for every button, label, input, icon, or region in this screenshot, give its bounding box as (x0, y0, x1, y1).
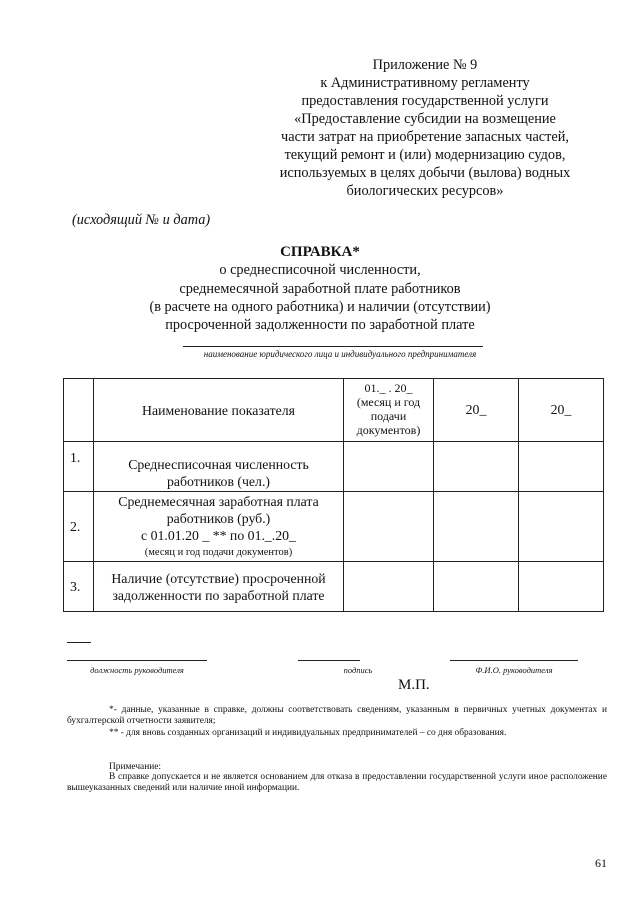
row-text-line: с 01.01.20 _ ** по 01._.20_ (141, 527, 296, 543)
subtitle-line: (в расчете на одного работника) и наличии (отсутствии) (149, 298, 491, 315)
name-line (450, 660, 578, 661)
row-text-line: работников (чел.) (166, 473, 270, 489)
appendix-line: биологических ресурсов» (346, 183, 504, 199)
appendix-header (255, 56, 595, 200)
position-caption: должность руководителя (90, 665, 184, 675)
row-text-note: (месяц и год подачи документов) (144, 546, 293, 558)
row-text-line: Среднемесячная заработная плата (118, 493, 319, 509)
row-indicator-name (94, 492, 344, 562)
row-text-line: задолженности по заработной плате (112, 587, 325, 603)
stamp-place: М.П. (398, 677, 430, 693)
table-row (64, 562, 604, 612)
header-num-cell (64, 379, 94, 442)
table-row (64, 492, 604, 562)
header-year-1: 20_ (434, 379, 519, 442)
row-value-cell[interactable] (434, 492, 519, 562)
appendix-line: части затрат на приобретение запасных частей, (281, 129, 569, 145)
header-period-line: (месяц и год (356, 395, 421, 409)
org-name-caption: наименование юридического лица и индивидуального предпринимателя (203, 349, 477, 359)
row-value-cell[interactable] (519, 562, 604, 612)
certificate-title-block (120, 243, 520, 334)
header-period-line: 01._ . 20_ (364, 381, 413, 395)
row-value-cell[interactable] (434, 442, 519, 492)
header-period-line: документов) (356, 423, 421, 437)
row-number: 2. (64, 492, 94, 562)
page-number: 61 (595, 856, 607, 870)
outgoing-number-date: (исходящий № и дата) (72, 212, 211, 228)
certificate-title: СПРАВКА* (280, 244, 360, 260)
note-text: В справке допускается и не является основанием для отказа в предоставлении государственной услуги иное расположение вышеуказанных сведений или наличие иной информации. (67, 772, 607, 793)
table-header-row (64, 379, 604, 442)
appendix-line: «Предоставление субсидии на возмещение (294, 111, 556, 127)
header-indicator: Наименование показателя (94, 379, 344, 442)
footnote-star-2: ** - для вновь созданных организаций и индивидуальных предпринимателей – со дня образования. (109, 728, 507, 738)
org-name-line (183, 346, 483, 347)
row-value-cell[interactable] (344, 492, 434, 562)
short-line (67, 642, 91, 643)
row-indicator-name (94, 442, 344, 492)
subtitle-line: среднемесячной заработной плате работников (179, 280, 461, 297)
row-text-line: Наличие (отсутствие) просроченной (111, 570, 326, 586)
row-value-cell[interactable] (344, 562, 434, 612)
subtitle-line: просроченной задолженности по заработной плате (165, 317, 475, 334)
header-period-line: подачи (370, 409, 407, 423)
signature-caption: подпись (343, 665, 373, 675)
header-period (344, 379, 434, 442)
row-value-cell[interactable] (519, 492, 604, 562)
table-row (64, 442, 604, 492)
note-label: Примечание: (109, 762, 162, 772)
row-number: 1. (64, 442, 94, 492)
appendix-line: к Административному регламенту (320, 75, 530, 91)
name-caption: Ф.И.О. руководителя (475, 665, 553, 675)
row-value-cell[interactable] (434, 562, 519, 612)
appendix-line: используемых в целях добычи (вылова) водных (279, 165, 571, 181)
row-text-line: Среднесписочная численность (128, 456, 309, 472)
header-year-2: 20_ (519, 379, 604, 442)
subtitle-line: о среднесписочной численности, (219, 262, 421, 279)
row-indicator-name (94, 562, 344, 612)
appendix-line: Приложение № 9 (372, 57, 478, 73)
row-value-cell[interactable] (519, 442, 604, 492)
signature-line (298, 660, 360, 661)
appendix-line: текущий ремонт и (или) модернизацию судов, (284, 147, 566, 163)
appendix-line: предоставления государственной услуги (301, 93, 549, 109)
row-value-cell[interactable] (344, 442, 434, 492)
footnote-star-1: *- данные, указанные в справке, должны соответствовать сведениям, указанным в первичных учетных документах и бухгалтерской отчетности заявителя; (67, 705, 607, 726)
position-line (67, 660, 207, 661)
row-text-line: работников (руб.) (166, 510, 271, 526)
row-number: 3. (64, 562, 94, 612)
indicators-table (63, 378, 604, 612)
